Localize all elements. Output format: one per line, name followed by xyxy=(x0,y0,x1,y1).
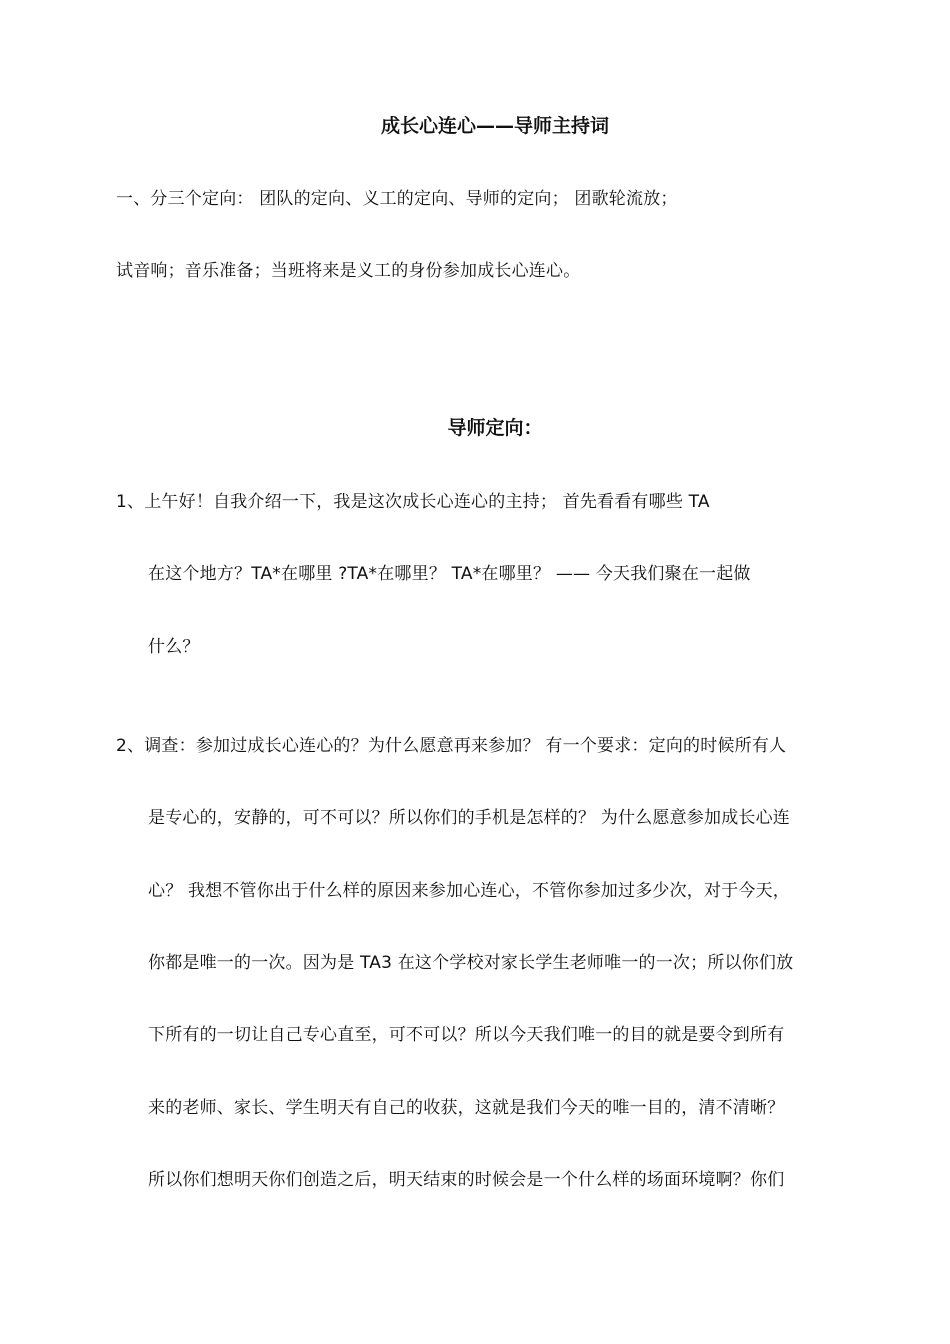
intro-line-1: 一、分三个定向： 团队的定向、义工的定向、导师的定向； 团歌轮流放； xyxy=(116,189,678,209)
item2-line-5: 下所有的一切让自己专心直至，可不可以？所以今天我们唯一的目的就是要令到所有 xyxy=(148,1025,785,1045)
item1-line-3: 什么？ xyxy=(148,637,200,657)
item1-line-1: 1、上午好！自我介绍一下，我是这次成长心连心的主持； 首先看看有哪些 TA xyxy=(116,492,710,512)
item2-line-1: 2、调查：参加过成长心连心的？为什么愿意再来参加？ 有一个要求：定向的时候所有人 xyxy=(116,736,787,756)
item2-line-4: 你都是唯一的一次。因为是 TA3 在这个学校对家长学生老师唯一的一次；所以你们放 xyxy=(148,953,794,973)
item2-line-3: 心？ 我想不管你出于什么样的原因来参加心连心，不管你参加过多少次，对于今天， xyxy=(148,881,791,901)
item2-line-7: 所以你们想明天你们创造之后，明天结束的时候会是一个什么样的场面环境啊？你们 xyxy=(148,1170,785,1190)
item1-line-2: 在这个地方？TA*在哪里 ?TA*在哪里？ TA*在哪里？ —— 今天我们聚在一起做 xyxy=(148,564,751,584)
document-title: 成长心连心——导师主持词 xyxy=(380,115,609,137)
section-heading: 导师定向： xyxy=(447,417,543,439)
item2-line-6: 来的老师、家长、学生明天有自己的收获，这就是我们今天的唯一目的，清不清晰？ xyxy=(148,1098,785,1118)
intro-line-2: 试音响；音乐准备；当班将来是义工的身份参加成长心连心。 xyxy=(116,261,581,281)
item2-line-2: 是专心的，安静的，可不可以？所以你们的手机是怎样的？ 为什么愿意参加成长心连 xyxy=(148,808,791,828)
